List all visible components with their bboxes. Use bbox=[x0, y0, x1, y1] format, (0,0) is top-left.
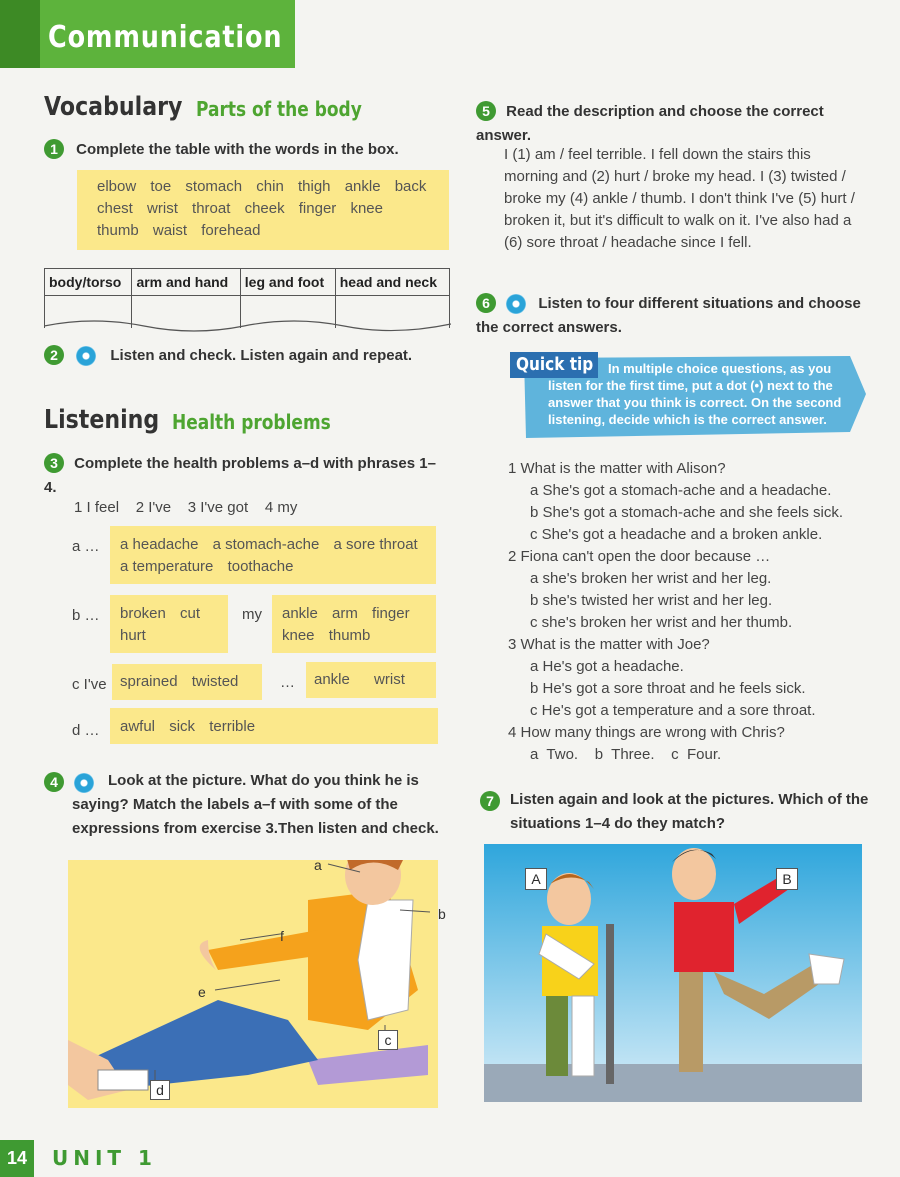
phrase: toothache bbox=[227, 558, 294, 575]
word: ankle bbox=[344, 178, 381, 195]
exercise-instruction: Read the description and choose the correct answer. bbox=[476, 103, 824, 144]
answer-option[interactable]: b She's got a stomach-ache and she feels sick. bbox=[530, 504, 844, 521]
exercise-2 bbox=[44, 344, 454, 368]
phrase-list: 1 I feel 2 I've 3 I've got 4 my bbox=[74, 499, 298, 516]
phrase: broken bbox=[120, 605, 166, 622]
vocabulary-heading: Vocabulary bbox=[44, 92, 183, 122]
exercise-instruction: Complete the table with the words in the box. bbox=[76, 141, 399, 158]
phrase: twisted bbox=[191, 673, 239, 690]
phrase: a headache bbox=[120, 536, 199, 553]
row-label-c: c I've bbox=[72, 676, 107, 693]
description-text: I (1) am / feel terrible. I fell down the stairs this morning and (2) hurt / broke my head. I (3) twisted / broke my (4) ankle / thumb. I don't think I've (5) hurt / broken it, but it's difficult to walk on it. I've also had a (6) sore throat / headache since I fell. bbox=[504, 146, 855, 251]
exercise-7-instruction: Listen again and look at the pictures. Which of the situations 1–4 do they match? bbox=[510, 791, 869, 832]
label-leader-lines bbox=[60, 850, 460, 1110]
answer-option[interactable]: c He's got a temperature and a sore throat. bbox=[530, 702, 816, 719]
word: finger bbox=[298, 200, 337, 217]
phrase: finger bbox=[372, 605, 410, 622]
phrase: wrist bbox=[374, 671, 405, 688]
exercise-5 bbox=[476, 100, 866, 148]
word: waist bbox=[152, 222, 188, 239]
word: elbow bbox=[97, 178, 137, 195]
word: forehead bbox=[201, 222, 261, 239]
answer-option[interactable]: a Two. b Three. c Four. bbox=[530, 746, 722, 763]
phrase-box-c2 bbox=[306, 662, 436, 698]
exercise-instruction: Complete the health problems a–d with phrases 1–4. bbox=[44, 455, 436, 496]
exercise-instruction: Listen to four different situations and choose the correct answers. bbox=[476, 295, 861, 336]
quick-tip-label: Quick tip bbox=[516, 354, 594, 375]
word-box bbox=[77, 170, 449, 250]
table-header: body/torso bbox=[45, 269, 132, 296]
picture-label-e: e bbox=[198, 984, 206, 1000]
exercise-instruction: Listen and check. Listen again and repeat. bbox=[110, 347, 413, 364]
phrase: terrible bbox=[209, 718, 256, 735]
phrase: arm bbox=[332, 605, 358, 622]
answer-option[interactable]: a she's broken her wrist and her leg. bbox=[530, 570, 772, 587]
phrase: awful bbox=[120, 718, 156, 735]
exercise-number: 1 bbox=[44, 139, 64, 159]
exercise-number: 3 bbox=[44, 453, 64, 473]
phrase-box-b1 bbox=[110, 595, 228, 653]
phrase-box-b2 bbox=[272, 595, 436, 653]
table-header: arm and hand bbox=[132, 269, 240, 296]
unit-label: UNIT 1 bbox=[52, 1146, 157, 1170]
answer-option[interactable]: b she's twisted her wrist and her leg. bbox=[530, 592, 773, 609]
vocabulary-subheading: Parts of the body bbox=[196, 97, 362, 121]
word: chin bbox=[256, 178, 284, 195]
answer-option[interactable]: c She's got a headache and a broken ankle. bbox=[530, 526, 823, 543]
phrase: a stomach-ache bbox=[212, 536, 320, 553]
word: thigh bbox=[297, 178, 331, 195]
phrase-box-c1 bbox=[112, 664, 262, 700]
word: throat bbox=[192, 200, 231, 217]
row-label-d: d … bbox=[72, 722, 100, 739]
table-header: leg and foot bbox=[240, 269, 335, 296]
picture-label-c: c bbox=[378, 1030, 398, 1050]
exercise-number: 6 bbox=[476, 293, 496, 313]
exercise-4-instruction: Look at the picture. What do you think he is saying? Match the labels a–f with some of the expressions from exercise 3.Then listen and check. bbox=[72, 772, 439, 837]
quick-tip-text: In multiple choice questions, as you listen for the first time, put a dot (•) next to the answer that you think is correct. On the second listening, decide which is the correct answer. bbox=[548, 361, 842, 427]
word: thumb bbox=[97, 222, 139, 239]
phrase: cut bbox=[180, 605, 201, 622]
listening-subheading: Health problems bbox=[172, 410, 331, 434]
table-torn-edge bbox=[44, 318, 451, 334]
section-title: Communication bbox=[48, 20, 283, 55]
answer-option[interactable]: a She's got a stomach-ache and a headache. bbox=[530, 482, 832, 499]
word: toe bbox=[150, 178, 172, 195]
picture-label-A: A bbox=[525, 868, 547, 890]
picture-label-f: f bbox=[280, 928, 284, 944]
phrase: ankle bbox=[314, 671, 350, 688]
picture-label-a: a bbox=[314, 857, 322, 873]
phrase: thumb bbox=[328, 627, 371, 644]
row-label-a: a … bbox=[72, 538, 100, 555]
question: 3 What is the matter with Joe? bbox=[508, 636, 710, 653]
table-header: head and neck bbox=[335, 269, 449, 296]
answer-option[interactable]: c she's broken her wrist and her thumb. bbox=[530, 614, 793, 631]
answer-option[interactable]: a He's got a headache. bbox=[530, 658, 684, 675]
exercise-1 bbox=[44, 138, 454, 162]
quick-tip-callout bbox=[510, 352, 860, 436]
word: stomach bbox=[185, 178, 243, 195]
cd-icon bbox=[506, 294, 526, 314]
exercise-number: 7 bbox=[480, 791, 500, 811]
phrase: a sore throat bbox=[333, 536, 418, 553]
picture-label-b: b bbox=[438, 906, 446, 922]
word: back bbox=[394, 178, 427, 195]
page-number: 14 bbox=[0, 1140, 34, 1177]
question: 1 What is the matter with Alison? bbox=[508, 460, 726, 477]
picture-label-B: B bbox=[776, 868, 798, 890]
cd-icon bbox=[76, 346, 96, 366]
exercise-number: 5 bbox=[476, 101, 496, 121]
phrase: sick bbox=[169, 718, 196, 735]
phrase: hurt bbox=[120, 627, 146, 644]
row-label-b: b … bbox=[72, 607, 100, 624]
question-list bbox=[508, 458, 878, 766]
phrase: ankle bbox=[282, 605, 318, 622]
word: chest bbox=[97, 200, 133, 217]
question: 2 Fiona can't open the door because … bbox=[508, 548, 771, 565]
exercise-number: 2 bbox=[44, 345, 64, 365]
connector-ellipsis: … bbox=[280, 674, 295, 691]
phrase: a temperature bbox=[120, 558, 214, 575]
connector-my: my bbox=[242, 606, 262, 623]
word: wrist bbox=[147, 200, 178, 217]
question: 4 How many things are wrong with Chris? bbox=[508, 724, 785, 741]
exercise-number: 4 bbox=[44, 772, 64, 792]
picture-label-d: d bbox=[150, 1080, 170, 1100]
listening-heading: Listening bbox=[44, 405, 160, 435]
phrase-box-d bbox=[110, 708, 438, 744]
word: cheek bbox=[244, 200, 285, 217]
word: knee bbox=[350, 200, 383, 217]
phrase: sprained bbox=[120, 673, 178, 690]
answer-option[interactable]: b He's got a sore throat and he feels sick. bbox=[530, 680, 806, 697]
exercise-6 bbox=[476, 292, 866, 340]
exercise-3 bbox=[44, 452, 444, 500]
phrase-box-a bbox=[110, 526, 436, 584]
section-banner-edge bbox=[0, 0, 40, 68]
phrase: knee bbox=[282, 627, 315, 644]
